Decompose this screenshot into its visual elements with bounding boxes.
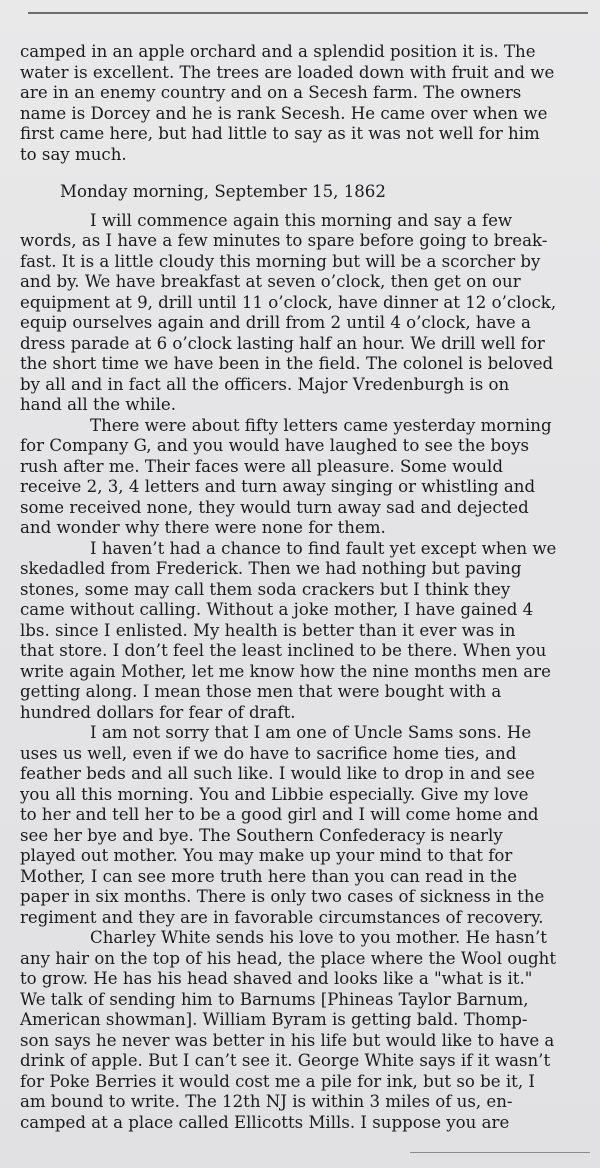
text-line: son says he never was better in his life but would like to have a xyxy=(20,1030,555,1050)
text-line: fast. It is a little cloudy this morning but will be a scorcher by xyxy=(20,251,541,271)
text-line: that store. I don’t feel the least inclined to be there. When you xyxy=(20,641,547,660)
text-line: I will commence again this morning and say a few xyxy=(90,210,513,230)
text-line: played out mother. You may make up your mind to that for xyxy=(20,846,513,865)
text-line: regiment and they are in favorable circumstances of recovery. xyxy=(20,907,544,927)
text-line: Charley White sends his love to you mother. He hasn’t xyxy=(90,928,547,947)
document-text xyxy=(20,42,568,1133)
text-line: first came here, but had little to say as it was not well for him xyxy=(20,124,540,143)
text-line: I haven’t had a chance to find fault yet except when we xyxy=(90,538,557,558)
text-line: for Company G, and you would have laughed to see the boys xyxy=(20,436,529,455)
text-line: There were about fifty letters came yesterday morning xyxy=(90,415,552,435)
text-line: hand all the while. xyxy=(20,395,176,414)
text-line: by all and in fact all the officers. Major Vredenburgh is on xyxy=(20,374,510,394)
text-line: equipment at 9, drill until 11 o’clock, have dinner at 12 o’clock, xyxy=(20,292,557,312)
text-line: to say much. xyxy=(20,144,127,164)
text-line: feather beds and all such like. I would like to drop in and see xyxy=(20,764,535,783)
text-line: words, as I have a few minutes to spare before going to break- xyxy=(20,231,548,250)
text-line: some received none, they would turn away sad and dejected xyxy=(20,497,529,517)
text-line: I am not sorry that I am one of Uncle Sams sons. He xyxy=(90,723,532,742)
letter-body xyxy=(20,211,568,1134)
text-line: drink of apple. But I can’t see it. George White says if it wasn’t xyxy=(20,1051,551,1070)
text-line: am bound to write. The 12th NJ is within 3 miles of us, en- xyxy=(20,1092,513,1111)
text-line: stones, some may call them soda crackers but I think they xyxy=(20,579,511,599)
text-line: write again Mother, let me know how the nine months men are xyxy=(20,661,551,681)
text-line: skedadled from Frederick. Then we had nothing but paving xyxy=(20,559,522,578)
text-line: you all this morning. You and Libbie especially. Give my love xyxy=(20,784,529,804)
text-line: hundred dollars for fear of draft. xyxy=(20,702,296,722)
text-line: are in an enemy country and on a Secesh farm. The owners xyxy=(20,83,522,102)
text-line: see her bye and bye. The Southern Confederacy is nearly xyxy=(20,825,503,845)
text-line: and wonder why there were none for them. xyxy=(20,518,386,537)
top-rule xyxy=(28,12,588,14)
text-line: to grow. He has his head shaved and looks like a "what is it." xyxy=(20,969,533,988)
text-line: camped in an apple orchard and a splendid position it is. The xyxy=(20,42,536,61)
text-line: equip ourselves again and drill from 2 until 4 o’clock, have a xyxy=(20,313,531,332)
bottom-rule xyxy=(410,1152,590,1153)
text-line: any hair on the top of his head, the place where the Wool ought xyxy=(20,948,557,968)
text-line: for Poke Berries it would cost me a pile for ink, but so be it, I xyxy=(20,1071,535,1091)
text-line: getting along. I mean those men that were bought with a xyxy=(20,682,502,701)
text-line: lbs. since I enlisted. My health is better than it ever was in xyxy=(20,620,516,640)
text-line: and by. We have breakfast at seven o’clock, then get on our xyxy=(20,272,521,291)
text-line: to her and tell her to be a good girl and I will come home and xyxy=(20,805,539,824)
text-line: Mother, I can see more truth here than you can read in the xyxy=(20,866,518,886)
date-heading: Monday morning, September 15, 1862 xyxy=(60,182,386,201)
text-line: camped at a place called Ellicotts Mills. I suppose you are xyxy=(20,1112,510,1132)
text-line: American showman]. William Byram is getting bald. Thomp- xyxy=(20,1010,528,1029)
text-line: name is Dorcey and he is rank Secesh. He came over when we xyxy=(20,103,548,123)
text-line: came without calling. Without a joke mother, I have gained 4 xyxy=(20,600,534,619)
intro-paragraph xyxy=(20,42,568,165)
text-line: water is excellent. The trees are loaded down with fruit and we xyxy=(20,62,555,82)
text-line: rush after me. Their faces were all pleasure. Some would xyxy=(20,456,503,476)
text-line: receive 2, 3, 4 letters and turn away singing or whistling and xyxy=(20,477,536,496)
text-line: dress parade at 6 o’clock lasting half an hour. We drill well for xyxy=(20,333,545,353)
text-line: We talk of sending him to Barnums [Phineas Taylor Barnum, xyxy=(20,989,529,1009)
text-line: paper in six months. There is only two cases of sickness in the xyxy=(20,887,545,906)
text-line: the short time we have been in the field. The colonel is beloved xyxy=(20,354,554,373)
text-line: uses us well, even if we do have to sacrifice home ties, and xyxy=(20,743,517,763)
